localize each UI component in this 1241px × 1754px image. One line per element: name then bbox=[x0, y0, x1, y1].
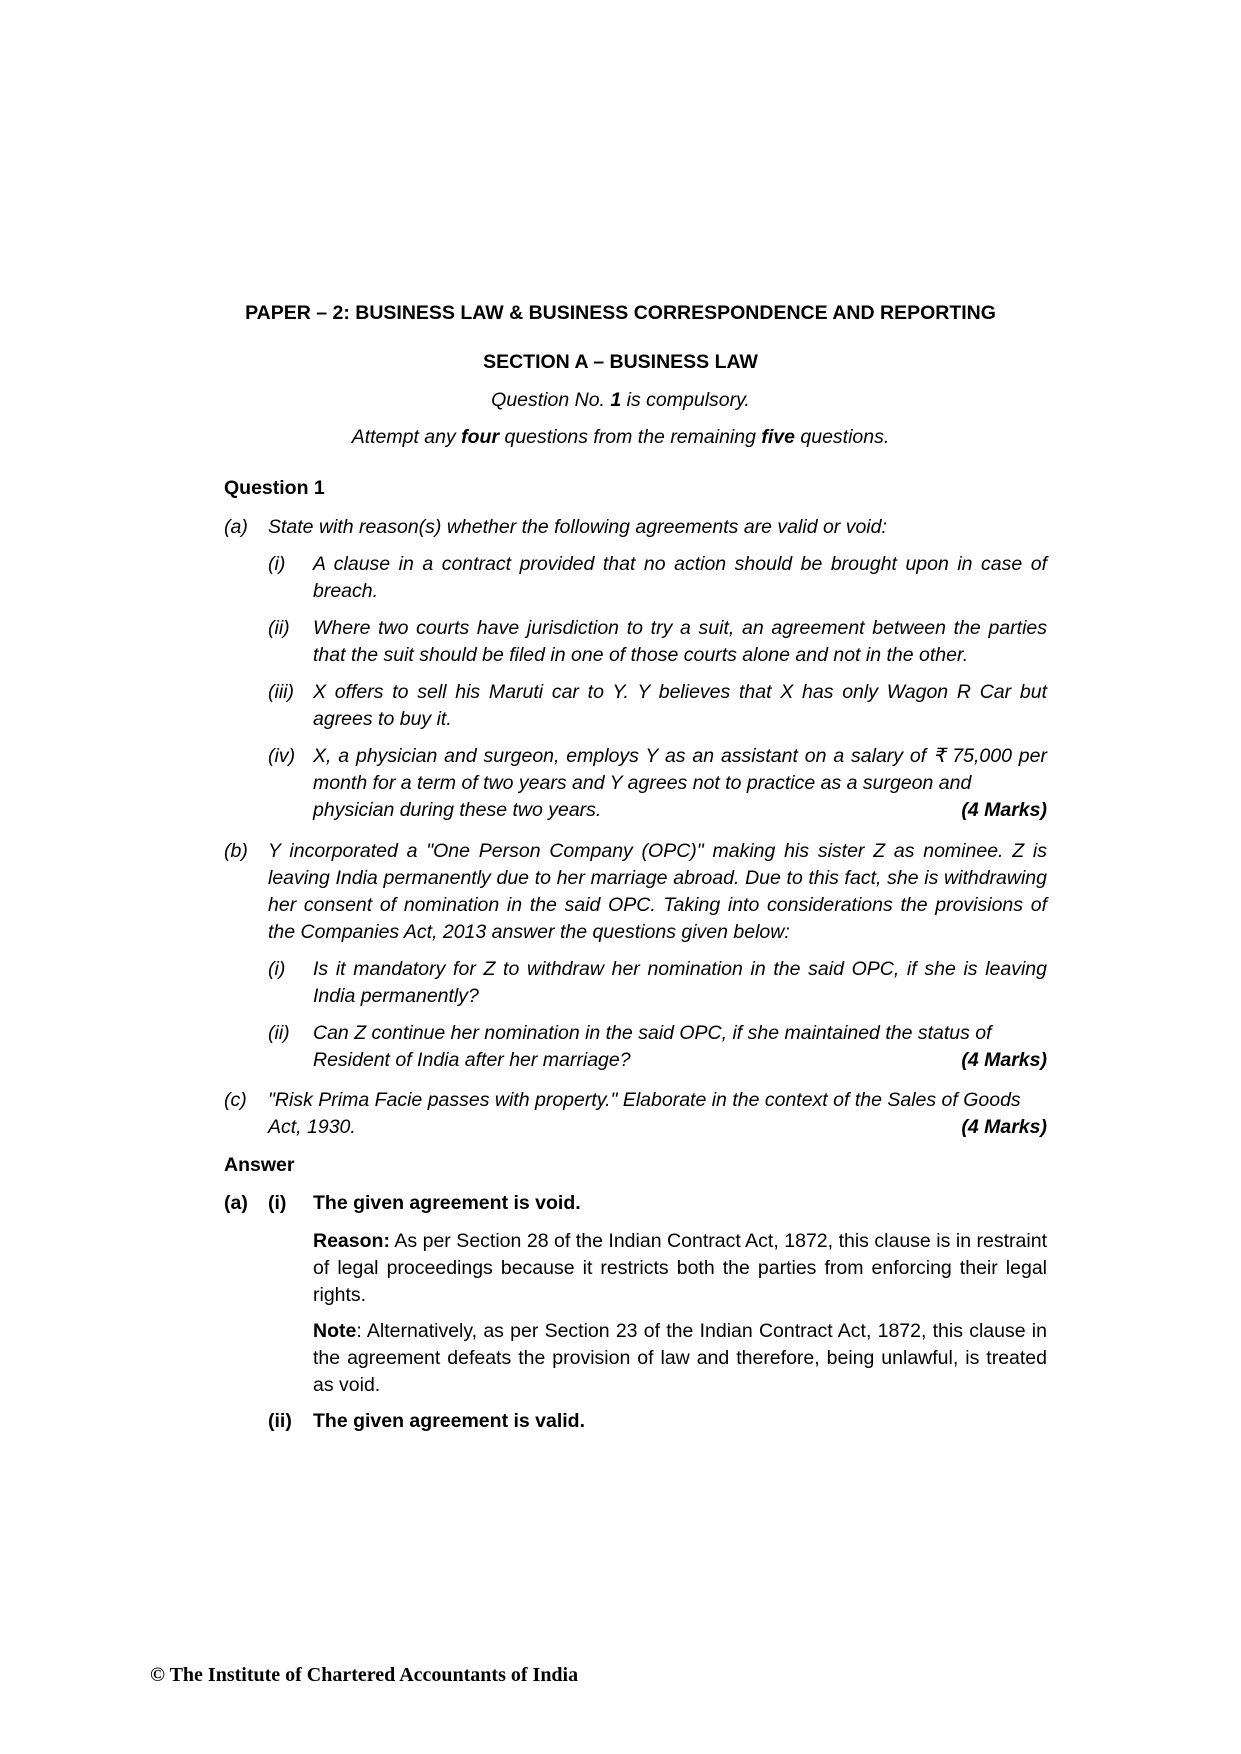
qc-last-line bbox=[268, 1114, 1047, 1141]
instruction2-bold1: four bbox=[461, 426, 500, 448]
qa-iii-text: X offers to sell his Maruti car to Y. Y believes that X has only Wagon R Car but agrees to buy it. bbox=[313, 681, 1047, 730]
qb-i-label: (i) bbox=[268, 958, 286, 980]
answer-note bbox=[313, 1318, 1047, 1399]
qa-iv-text-end: physician during these two years. bbox=[313, 799, 602, 821]
footer-copyright: © The Institute of Chartered Accountants of India bbox=[150, 1664, 579, 1686]
answer-ii-label: (ii) bbox=[268, 1410, 292, 1432]
qc-text-end: Act, 1930. bbox=[268, 1116, 356, 1138]
reason-text: As per Section 28 of the Indian Contract Act, 1872, this clause is in restraint of legal proceedings because it restricts both the parties from enforcing their legal rights. bbox=[313, 1230, 1047, 1306]
qa-marks: (4 Marks) bbox=[961, 799, 1047, 821]
instruction-attempt bbox=[0, 424, 1241, 451]
qb-label: (b) bbox=[224, 840, 248, 862]
instruction1-bold: 1 bbox=[610, 389, 622, 411]
question-heading: Question 1 bbox=[224, 477, 325, 499]
qb-ii-last-line bbox=[313, 1047, 1047, 1074]
answer-ii-heading: The given agreement is valid. bbox=[313, 1410, 586, 1432]
instruction2-pre: Attempt any bbox=[351, 426, 462, 448]
qc-label: (c) bbox=[224, 1089, 247, 1111]
answer-heading: Answer bbox=[224, 1154, 295, 1176]
instruction2-mid: questions from the remaining bbox=[499, 426, 762, 448]
answer-reason bbox=[313, 1228, 1047, 1309]
qa-text: State with reason(s) whether the following agreements are valid or void: bbox=[268, 516, 887, 538]
qa-label: (a) bbox=[224, 516, 248, 538]
qa-ii-label: (ii) bbox=[268, 617, 290, 639]
qb-ii-label: (ii) bbox=[268, 1022, 290, 1044]
instruction1-pre: Question No. bbox=[491, 389, 611, 411]
qc-text: "Risk Prima Facie passes with property." Elaborate in the context of the Sales of Goods bbox=[268, 1089, 1021, 1111]
qa-iv-label: (iv) bbox=[268, 745, 296, 767]
qb-marks: (4 Marks) bbox=[961, 1049, 1047, 1071]
instruction-compulsory bbox=[0, 387, 1241, 414]
qa-iii-label: (iii) bbox=[268, 681, 294, 703]
qb-ii-text-end: Resident of India after her marriage? bbox=[313, 1049, 631, 1071]
instruction1-post: is compulsory. bbox=[621, 389, 750, 411]
note-label: Note bbox=[313, 1320, 357, 1342]
paper-title: PAPER – 2: BUSINESS LAW & BUSINESS CORRESPONDENCE AND REPORTING bbox=[245, 302, 996, 324]
reason-label: Reason: bbox=[313, 1230, 390, 1252]
qb-i-text: Is it mandatory for Z to withdraw her nomination in the said OPC, if she is leaving India permanently? bbox=[313, 958, 1047, 1007]
qb-text: Y incorporated a "One Person Company (OPC)" making his sister Z as nominee. Z is leaving India permanently due to her marriage abroad. Due to this fact, she is withdrawing her consent of nomination in the said OPC. Taking into considerations the provisions of the Companies Act, 2013 answer the questions given below: bbox=[268, 840, 1047, 943]
note-text: : Alternatively, as per Section 23 of the Indian Contract Act, 1872, this clause in the agreement defeats the provision of law and therefore, being unlawful, is treated as void. bbox=[313, 1320, 1047, 1396]
answer-i-heading: The given agreement is void. bbox=[313, 1192, 581, 1214]
qa-i-label: (i) bbox=[268, 553, 286, 575]
instruction2-bold2: five bbox=[761, 426, 795, 448]
answer-a-label: (a) bbox=[224, 1192, 248, 1214]
answer-i-label: (i) bbox=[268, 1192, 287, 1214]
qa-ii-text: Where two courts have jurisdiction to try a suit, an agreement between the parties that the suit should be filed in one of those courts alone and not in the other. bbox=[313, 617, 1047, 666]
qa-i-text: A clause in a contract provided that no action should be brought upon in case of breach. bbox=[313, 553, 1047, 602]
qa-iv-text: X, a physician and surgeon, employs Y as an assistant on a salary of ₹ 75,000 per month for a term of two years and Y agrees not to practice as a surgeon and bbox=[313, 745, 1047, 794]
section-title: SECTION A – BUSINESS LAW bbox=[483, 351, 758, 373]
instruction2-post: questions. bbox=[794, 426, 890, 448]
qb-ii-text: Can Z continue her nomination in the said OPC, if she maintained the status of bbox=[313, 1022, 992, 1044]
qa-iv-last-line bbox=[313, 797, 1047, 824]
qc-marks: (4 Marks) bbox=[961, 1116, 1047, 1138]
